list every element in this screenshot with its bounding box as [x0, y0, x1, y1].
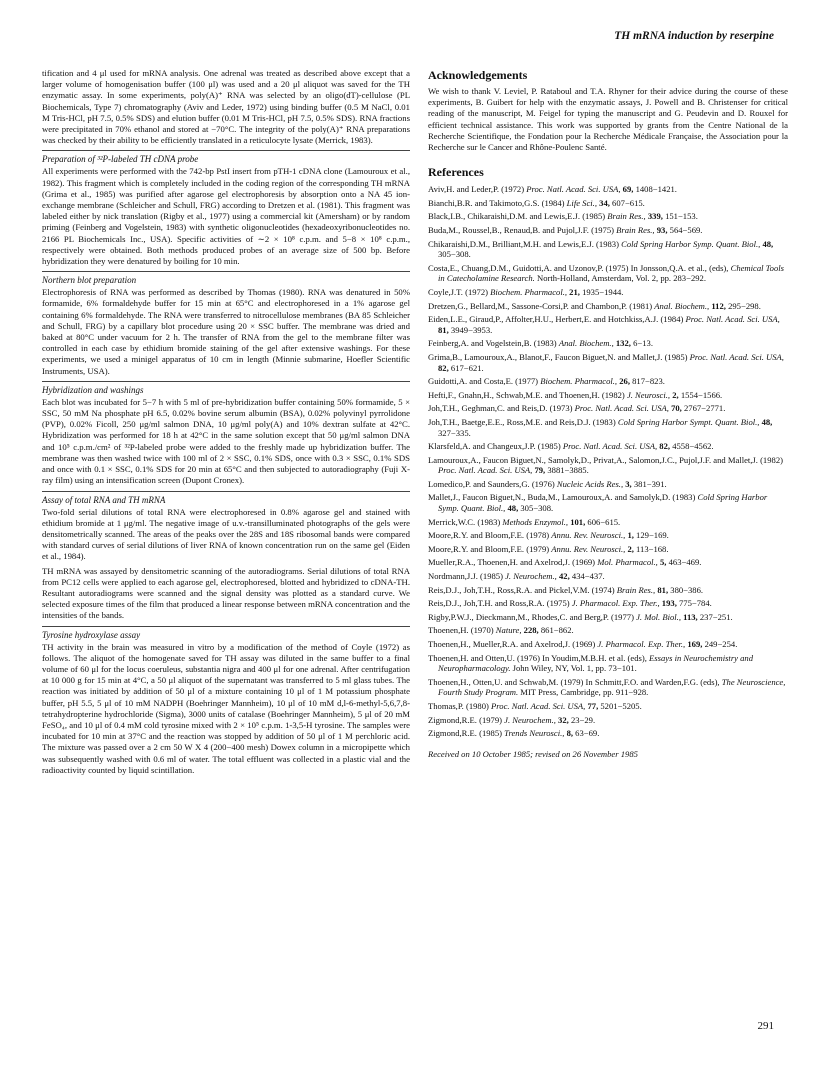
reference-journal: Proc. Natl. Acad. Sci. USA,	[438, 465, 533, 476]
reference-pages: 434−437.	[571, 571, 605, 582]
section-paragraph: TH mRNA was assayed by densitometric scanning of the autoradiograms. Serial dilutions of total RNA from PC12 cells were applied to each agarose gel, electrophoresed, blotted and hybridized to cDNA-TH. Resultant autoradiograms were scanned and the signal density was plotted as a standard curve. We selected exposure times of the film that produced a linear response between mRNA concentration and the intensities of the bands.	[42, 565, 410, 621]
reference-authors: Lamouroux,A., Faucon Biguet,N., Samolyk,D., Privat,A., Salomon,J.C., Pujol,J.F. and Mallet,J. (1982)	[428, 454, 783, 465]
reference-authors: Reis,D.J., Joh,T.H. and Ross,R.A. (1975)	[428, 598, 570, 609]
reference-list	[428, 184, 788, 739]
reference-item	[428, 338, 788, 349]
reference-journal: Brain Res.,	[607, 211, 646, 222]
reference-item	[428, 557, 788, 568]
reference-item	[428, 701, 788, 712]
reference-item	[428, 376, 788, 387]
reference-volume: 228,	[523, 625, 539, 636]
reference-pages: 817−823.	[632, 376, 665, 387]
reference-journal: Proc. Natl. Acad. Sci. USA,	[574, 403, 669, 414]
reference-journal: J. Pharmacol. Exp. Ther.,	[597, 639, 686, 649]
reference-pages: 295−298.	[728, 300, 761, 311]
reference-authors: Guidotti,A. and Costa,E. (1977)	[428, 376, 539, 387]
reference-authors: Buda,M., Roussel,B., Renaud,B. and Pujol,J.F. (1975)	[428, 225, 614, 235]
reference-item	[428, 544, 788, 555]
reference-pages: North-Holland, Amsterdam, Vol. 2, pp. 283−292.	[536, 273, 706, 284]
reference-pages: 129−169.	[636, 530, 669, 541]
reference-volume: 5,	[660, 557, 667, 568]
section-divider	[42, 381, 410, 382]
reference-journal: J. Neurochem.,	[505, 571, 557, 582]
reference-authors: Joh,T.H., Geghman,C. and Reis,D. (1973)	[428, 403, 573, 414]
reference-item	[428, 184, 788, 195]
reference-pages: 606−615.	[587, 516, 621, 527]
reference-authors: Nordmann,J.J. (1985)	[428, 571, 503, 582]
reference-volume: 2,	[672, 389, 679, 400]
reference-pages: 564−569.	[669, 225, 703, 235]
section-divider	[42, 271, 410, 272]
reference-journal: Cold Spring Harbor Sympt. Quant. Biol.,	[617, 416, 760, 427]
section-th-assay	[42, 626, 410, 776]
reference-authors: Rigby,P.W.J., Dieckmann,M., Rhodes,C. and Berg,P. (1977)	[428, 611, 634, 622]
reference-item	[428, 441, 788, 452]
section-heading: Assay of total RNA and TH mRNA	[42, 494, 166, 505]
reference-pages: 6−13.	[633, 338, 653, 349]
reference-pages: 237−251.	[699, 611, 733, 622]
running-head: TH mRNA induction by reserpine	[614, 30, 774, 42]
reference-volume: 82,	[659, 441, 671, 452]
left-column	[42, 68, 410, 780]
reference-authors: Reis,D.J., Joh,T.H., Ross,R.A. and Pickel,V.M. (1974)	[428, 584, 615, 595]
reference-volume: 1,	[627, 530, 634, 541]
reference-volume: 3,	[625, 478, 632, 489]
reference-journal: Essays in Neurochemistry and Neuropharmacology.	[438, 652, 754, 674]
reference-volume: 2,	[627, 543, 634, 554]
section-divider	[42, 150, 410, 151]
reference-pages: MIT Press, Cambridge, pp. 911−928.	[520, 687, 649, 698]
reference-volume: 193,	[661, 598, 677, 609]
references-heading: References	[428, 165, 484, 180]
reference-pages: John Wiley, NY, Vol. 1, pp. 73−101.	[512, 663, 637, 674]
page-number: 291	[757, 1020, 774, 1032]
reference-volume: 169,	[687, 639, 703, 649]
reference-item	[428, 198, 788, 209]
reference-pages: 607−615.	[612, 197, 645, 208]
reference-item	[428, 492, 788, 513]
reference-pages: 151−153.	[665, 211, 698, 222]
section-paragraph: Electrophoresis of RNA was performed as described by Thomas (1980). RNA was denatured in 50% formamide, 6% formaldehyde buffer for 15 min at 65°C and electrophoresed in a 1% agarose gel containing 6% formaldehyde. The RNA were transferred to nitrocellulose membranes (BA 85 Schleicher and Schull, FRG) by a capillary blot procedure using 20 × SSC buffer. The membrane was dried and baked at 80°C under vacuum for 2 h. The transfer of RNA from the gel to the membrane filter was controlled in each case by ethidium bromide staining of the gel after extensive washings. For these experiments, we used a minigel apparatus of 10 cm in length (Minnie submarine, Hoefler Scientific Instruments, USA).	[42, 287, 410, 376]
reference-item	[428, 612, 788, 623]
reference-authors: Costa,E., Chuang,D.M., Guidotti,A. and Uzonov,P. (1975) In Jonsson,Q.A. et al., (eds),	[428, 262, 729, 273]
reference-authors: Thoenen,H. and Otten,U. (1976) In Youdim,M.B.H. et al. (eds),	[428, 652, 647, 663]
reference-volume: 32,	[558, 714, 569, 725]
reference-pages: 861−862.	[540, 625, 574, 636]
reference-item	[428, 211, 788, 222]
reference-item	[428, 677, 788, 698]
reference-journal: Cold Spring Harbor Symp. Quant. Biol.,	[621, 238, 761, 249]
reference-journal: Brain Res.,	[616, 584, 656, 595]
reference-item	[428, 639, 788, 650]
reference-authors: Moore,R.Y. and Bloom,F.E. (1979)	[428, 543, 550, 554]
section-divider	[42, 626, 410, 627]
reference-item	[428, 653, 788, 674]
reference-authors: Feinberg,A. and Vogelstein,B. (1983)	[428, 338, 557, 349]
reference-pages: 5201−5205.	[600, 700, 642, 711]
reference-pages: 305−308.	[520, 503, 554, 514]
reference-item	[428, 479, 788, 490]
section-probe-preparation	[42, 150, 410, 267]
reference-authors: Lomedico,P. and Saunders,G. (1976)	[428, 478, 555, 489]
reference-volume: 48,	[507, 503, 519, 514]
reference-authors: Chikaraishi,D.M., Brilliant,M.H. and Lewis,E.J. (1983)	[428, 238, 619, 249]
reference-journal: Annu. Rev. Neurosci.,	[551, 543, 626, 554]
reference-authors: Mueller,R.A., Thoenen,H. and Axelrod,J. (1969)	[428, 557, 596, 568]
reference-pages: 2767−2771.	[683, 403, 726, 414]
reference-journal: Brain Res.,	[616, 225, 655, 235]
reference-volume: 69,	[622, 184, 634, 195]
reference-authors: Aviv,H. and Leder,P. (1972)	[428, 184, 525, 195]
reference-authors: Joh,T.H., Baetge,E.E., Ross,M.E. and Reis,D.J. (1983)	[428, 416, 616, 427]
reference-authors: Dretzen,G., Bellard,M., Sassone-Corsi,P. and Chambon,P. (1981)	[428, 300, 653, 311]
reference-volume: 339,	[647, 211, 663, 222]
section-northern-blot	[42, 271, 410, 377]
reference-volume: 42,	[558, 571, 570, 582]
section-divider	[42, 491, 410, 492]
reference-pages: 775−784.	[679, 598, 712, 609]
reference-journal: J. Mol. Biol.,	[636, 611, 681, 622]
reference-authors: Moore,R.Y. and Bloom,F.E. (1978)	[428, 530, 550, 541]
reference-item	[428, 728, 788, 739]
section-paragraph: TH activity in the brain was measured in vitro by a modification of the method of Coyle (1972) as follows. The aliquot of the homogenate saved for TH assay was diluted in the same buffer to a final volume of 60 μl for the locus coeruleus, substantia nigra and 400 μl for one adrenal. After centrifugation at 10 000 g for 15 min at 4°C, a 50 μl aliquot of the supernatant was transferred to 5 ml glass tubes. The reaction was initiated by addition of 50 μl of a mixture containing 10 μl of 1 M potassium phosphate buffer, pH 5.5, 5 μl of 10 mM NADPH (Boehringer Mannheim), 10 μl of 10 mM d,l-6-methyl-5,6,7,8-tetrahydropterine hydrochloride (Sigma), 3000 units of catalase (Boehringer Mannheim), 5 μl of 20 mM FeSO₄, and 10 μl of 0.4 mM cold tyrosine mixed with 2 × 10⁵ c.p.m. 1-3,5-H tyrosine. The samples were incubated for 10 min at 37°C and the reaction was stopped by addition of 50 μl of 1 M perchloric acid. The mixture was passed over a 2 cm 50 W X 4 (200−400 mesh) Dowex column in a micropipette which was subsequently washed with 0.6 ml of water. The total effluent was collected in a plastic vial and the radioactivity counted by liquid scintillation.	[42, 641, 410, 775]
reference-volume: 81,	[438, 324, 449, 335]
reference-item	[428, 403, 788, 414]
reference-volume: 101,	[570, 516, 586, 527]
reference-journal: J. Neurochem.,	[504, 714, 556, 725]
reference-item	[428, 352, 788, 373]
reference-journal: Anal. Biochem.,	[558, 338, 614, 349]
reference-item	[428, 287, 788, 298]
reference-journal: Trends Neurosci.,	[504, 728, 565, 739]
reference-volume: 93,	[656, 225, 668, 235]
reference-item	[428, 715, 788, 726]
reference-item	[428, 598, 788, 609]
section-heading: Tyrosine hydroxylase assay	[42, 629, 141, 640]
section-hybridization	[42, 381, 410, 487]
reference-item	[428, 417, 788, 438]
reference-volume: 112,	[711, 300, 726, 311]
reference-volume: 48,	[762, 238, 774, 249]
reference-pages: 327−335.	[438, 427, 471, 438]
reference-authors: Thoenen,H. (1970)	[428, 625, 494, 636]
reference-volume: 82,	[438, 362, 449, 373]
reference-item	[428, 530, 788, 541]
reference-journal: J. Neurosci.,	[626, 389, 671, 400]
reference-journal: Anal. Biochem.,	[654, 300, 710, 311]
reference-item	[428, 225, 788, 236]
reference-journal: Annu. Rev. Neurosci.,	[551, 530, 626, 541]
reference-item	[428, 517, 788, 528]
reference-pages: 305−308.	[438, 249, 471, 260]
reference-pages: 113−168.	[636, 543, 669, 554]
reference-item	[428, 263, 788, 284]
reference-journal: Life Sci.,	[566, 197, 597, 208]
reference-pages: 3949−3953.	[450, 324, 493, 335]
reference-pages: 463−469.	[668, 557, 702, 568]
section-rna-assay	[42, 491, 410, 622]
reference-authors: Merrick,W.C. (1983)	[428, 516, 501, 527]
reference-journal: Proc. Natl. Acad. Sci. USA,	[491, 700, 586, 711]
reference-item	[428, 301, 788, 312]
section-paragraph: Two-fold serial dilutions of total RNA were electrophoresed in 0.8% agarose gel and stained with ethidium bromide at 1 μg/ml. The negative image of u.v.-transilluminated photographs of the gels were densitometrically scanned. The areas of the peaks over the 28S and 18S ribosomal bands were compared with standard curves of serial dilutions of liver RNA of known concentration run on the same gel (Eiden et al., 1984).	[42, 506, 410, 562]
reference-authors: Thoenen,H., Mueller,R.A. and Axelrod,J. (1969)	[428, 639, 596, 649]
reference-volume: 79,	[534, 465, 546, 476]
acknowledgements-paragraph: We wish to thank V. Leviel, P. Rataboul and T.A. Rhyner for their advice during the course of these experiments, B. Guibert for help with the enzymatic assays, J. Powell and B. Christenser for critical reading of the manuscript, M. Feigel for typing the manuscript and G. Peudevin and D. Rouxel for efficient technical assistance. This work was supported by grants from the Centre National de la Recherche Scientifique, the Fondation pour la Recherche Médicale Française, the Association pour la Recherche sur le Cancer and Rhône-Poulenc Santé.	[428, 86, 788, 153]
reference-volume: 26,	[619, 376, 630, 387]
reference-pages: 380−386.	[670, 584, 704, 595]
reference-journal: Proc. Natl. Acad. Sci. USA,	[526, 184, 621, 195]
reference-item	[428, 585, 788, 596]
reference-journal: Biochem. Pharmacol.,	[540, 376, 618, 387]
reference-volume: 8,	[566, 728, 574, 739]
reference-journal: Nucleic Acids Res.,	[556, 478, 624, 489]
reference-volume: 48,	[761, 416, 773, 427]
right-column	[428, 68, 788, 759]
reference-authors: Coyle,J.T. (1972)	[428, 286, 488, 297]
reference-authors: Eiden,L.E., Giraud,P., Affolter,H.U., Herbert,E. and Hotchkiss,A.J. (1984)	[428, 314, 684, 325]
reference-journal: Mol. Pharmacol.,	[597, 557, 658, 568]
reference-item	[428, 390, 788, 401]
reference-journal: The Neuroscience, Fourth Study Program.	[438, 676, 786, 698]
reference-volume: 113,	[683, 611, 698, 622]
reference-authors: Zigmond,R.E. (1985)	[428, 728, 502, 739]
reference-pages: 617−621.	[450, 362, 484, 373]
section-heading: Northern blot preparation	[42, 275, 137, 286]
reference-volume: 81,	[657, 584, 669, 595]
reference-volume: 132,	[615, 338, 631, 349]
reference-journal: Proc. Natl. Acad. Sci. USA,	[562, 441, 658, 452]
reference-volume: 21,	[569, 286, 580, 297]
reference-journal: Cold Spring Harbor Symp. Quant. Biol.,	[438, 492, 768, 514]
section-paragraph: Each blot was incubated for 5−7 h with 5 ml of pre-hybridization buffer containing 50% formamide, 5 × SSC, 50 mM Na phosphate pH 6.5, 0.02% bovine serum albumin (BSA), 0.02% polyvinyl pyrrolidone (PVP), 0.02% Ficoll, 250 μg/ml salmon DNA, 10 μg/ml poly(A) and 10% dextran sulfate at 42°C. Hybridization was performed for 18 h at 42°C in the same solution except that 50 μg/ml salmon DNA and 10⁵ c.p.m./cm² of ³²P-labeled probe were added to the freshly made up hybridization buffer. The membrane was then washed twice with 100 ml of 2 × SSC, 0.1% SDS, once with 0.3 × SSC, 0.1% SDS and once with 0.1 × SSC, 0.1% SDS for 20 min at 65°C and then subjected to autoradiography (Fuji X-ray film) using an intensification screen (Dupont Cronex).	[42, 396, 410, 486]
reference-item	[428, 455, 788, 476]
reference-pages: 1408−1421.	[635, 184, 677, 195]
reference-pages: 63−69.	[575, 728, 600, 739]
section-paragraph: All experiments were performed with the 742-bp PstI insert from pTH-1 cDNA clone (Lamouroux et al., 1982). This fragment which is completely included in the coding region of the corresponding TH mRNA (Grima et al., 1985) was purified after agarose gel electrophoresis by absorption onto a NA 45 ion-exchange membrane (Schleicher and Schull, FRG) according to Dretzen et al. (1981). This fragment was labeled either by nick translation (Rigby et al., 1977) using a commercial kit (Amersham) or by random priming (Feinberg and Vogelstein, 1983) with synthetic oligonucleotides (hexadeoxyribonucleotides no. 2166 PL Biochemicals Inc., USA). Specific activities of ∼2 × 10⁸ c.p.m. and 5−8 × 10⁸ c.p.m., respectively were obtained. Both methods produced probes of an average size of 500 bp. Before hybridization they were denatured by boiling for 10 min.	[42, 166, 410, 267]
reference-journal: Biochem. Pharmacol.,	[490, 286, 568, 297]
reference-journal: Methods Enzymol.,	[502, 516, 569, 527]
methods-intro-paragraph: tification and 4 μl used for mRNA analysis. One adrenal was treated as described above except that a larger volume of homogenisation buffer (100 μl) was used and a 20 μl aliquot was saved for the TH enzymatic assay. In some experiments, poly(A)⁺ RNA was selected by an oligo(dT)-cellulose (PL Biochemicals, Type 7) chromatography (Aviv and Leder, 1972) using binding buffer (0.5 M NaCl, 0.01 M Tris-HCl, pH 7.5, 0.5% SDS) and elution buffer (0.01 M Tris-HCl, pH 7.5, 0.5% SDS). RNA fractions were precipitated in 70% ethanol and stored at −70°C. The integrity of the poly(A)⁺ RNA preparations was checked by their ability to be efficiently translated in a reticulocyte lysate (Merrick, 1983).	[42, 68, 410, 146]
reference-volume: 34,	[599, 197, 610, 208]
reference-volume: 70,	[671, 403, 682, 414]
reference-journal: Chemical Tools in Catecholamine Research.	[438, 262, 784, 284]
reference-authors: Thoenen,H., Otten,U. and Schwab,M. (1979) In Schmitt,F.O. and Warden,F.G. (eds),	[428, 676, 720, 687]
acknowledgements-heading: Acknowledgements	[428, 68, 528, 82]
reference-authors: Klarsfeld,A. and Changeux,J.P. (1985)	[428, 441, 561, 452]
reference-authors: Mallet,J., Faucon Biguet,N., Buda,M., Lamouroux,A. and Samolyk,D. (1983)	[428, 492, 696, 503]
section-heading: Preparation of ³²P-labeled TH cDNA probe	[42, 154, 199, 165]
reference-pages: 3881−3885.	[547, 465, 589, 476]
reference-item	[428, 239, 788, 260]
received-date: Received on 10 October 1985; revised on 26 November 1985	[428, 748, 638, 759]
reference-authors: Thomas,P. (1980)	[428, 700, 489, 711]
reference-pages: 1935−1944.	[582, 286, 624, 297]
section-heading: Hybridization and washings	[42, 384, 144, 395]
reference-volume: 77,	[587, 700, 599, 711]
reference-journal: Nature,	[495, 625, 522, 636]
reference-authors: Zigmond,R.E. (1979)	[428, 714, 502, 725]
reference-authors: Grima,B., Lamouroux,A., Blanot,F., Faucon Biguet,N. and Mallet,J. (1985)	[428, 351, 688, 362]
reference-pages: 1554−1566.	[680, 389, 723, 400]
reference-journal: J. Pharmacol. Exp. Ther.,	[571, 598, 660, 609]
reference-authors: Hefti,F., Gnahn,H., Schwab,M.E. and Thoenen,H. (1982)	[428, 389, 625, 400]
reference-item	[428, 314, 788, 335]
reference-pages: 23−29.	[570, 714, 596, 725]
reference-journal: Proc. Natl. Acad. Sci. USA,	[689, 351, 784, 362]
reference-journal: Proc. Natl. Acad. Sci. USA,	[685, 314, 780, 325]
reference-authors: Bianchi,B.R. and Takimoto,G.S. (1984)	[428, 197, 565, 208]
reference-pages: 4558−4562.	[672, 441, 714, 452]
reference-pages: 249−254.	[704, 639, 738, 649]
reference-item	[428, 571, 788, 582]
reference-authors: Black,I.B., Chikaraishi,D.M. and Lewis,E.J. (1985)	[428, 211, 606, 222]
reference-item	[428, 625, 788, 636]
reference-pages: 381−391.	[633, 478, 667, 489]
